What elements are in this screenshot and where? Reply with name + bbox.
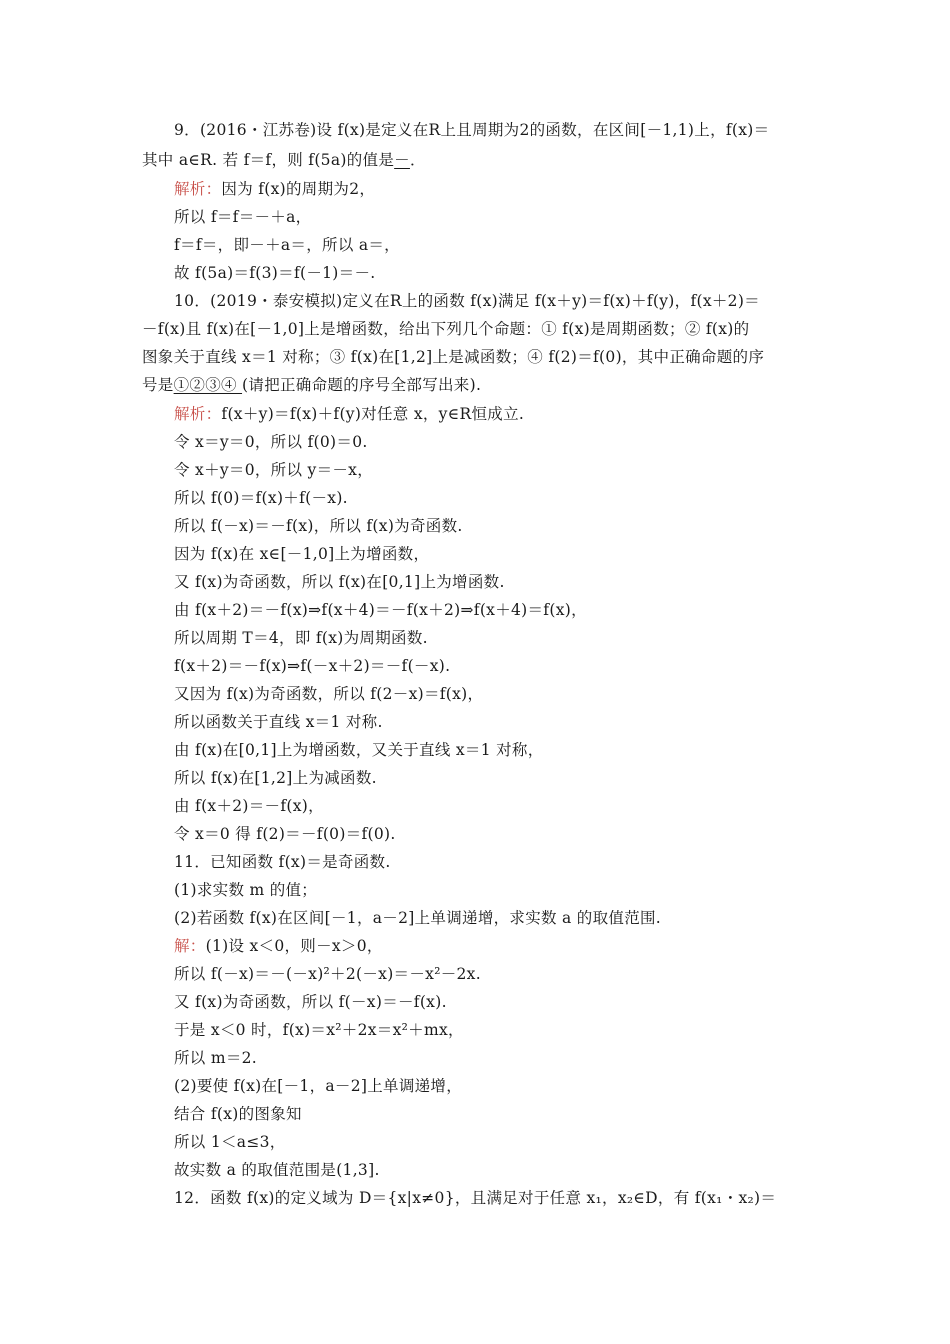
solution-line: 故实数 a 的取值范围是(1,3]. bbox=[174, 1161, 380, 1179]
solution-label: 解： bbox=[174, 937, 206, 955]
problem-9-stem-line-1: 9．(2016・江苏卷)设 f(x)是定义在R上且周期为2的函数，在区间[－1,1)上，f(x)＝ bbox=[174, 121, 770, 139]
problem-10-stem-line-1: 10．(2019・泰安模拟)定义在R上的函数 f(x)满足 f(x＋y)＝f(x)＋f(y)，f(x＋2)＝ bbox=[174, 292, 760, 310]
solution-line: f(x＋2)＝－f(x)⇒f(－x＋2)＝－f(－x). bbox=[174, 657, 451, 675]
problem-9-solution-line bbox=[174, 178, 375, 200]
solution-line: 所以 f(－x)＝－(－x)²＋2(－x)＝－x²－2x. bbox=[174, 965, 481, 983]
solution-line: 结合 f(x)的图象知 bbox=[174, 1105, 302, 1123]
problem-11-solution-line bbox=[174, 935, 383, 957]
solution-line: 所以 1＜a≤3， bbox=[174, 1133, 286, 1151]
solution-line: 所以 f＝f＝－＋a， bbox=[174, 208, 312, 226]
solution-label: 解析： bbox=[174, 180, 222, 198]
problem-10-solution-line bbox=[174, 403, 524, 425]
solution-label: 解析： bbox=[174, 405, 222, 423]
solution-line: f＝f＝，即－＋a＝，所以 a＝， bbox=[174, 236, 400, 254]
problem-10-answer-blank: ①②③④ bbox=[173, 376, 243, 394]
problem-9-answer-blank: － bbox=[394, 151, 410, 169]
problem-10-stem-text: 号是 bbox=[142, 376, 174, 394]
solution-line: 令 x＝0 得 f(2)＝－f(0)＝f(0). bbox=[174, 825, 396, 843]
solution-line: 令 x＋y＝0，所以 y＝－x， bbox=[174, 461, 374, 479]
solution-line: 又 f(x)为奇函数，所以 f(－x)＝－f(x). bbox=[174, 993, 447, 1011]
solution-text: 因为 f(x)的周期为2， bbox=[221, 180, 376, 198]
solution-line: 又因为 f(x)为奇函数，所以 f(2－x)＝f(x)， bbox=[174, 685, 484, 703]
problem-10-stem-line-2: －f(x)且 f(x)在[－1,0]上是增函数，给出下列几个命题：① f(x)是周期函数；② f(x)的 bbox=[142, 320, 750, 338]
solution-line: 由 f(x＋2)＝－f(x)⇒f(x＋4)＝－f(x＋2)⇒f(x＋4)＝f(x)， bbox=[174, 601, 587, 619]
solution-line: 所以 f(－x)＝－f(x)，所以 f(x)为奇函数. bbox=[174, 517, 463, 535]
solution-line: 所以函数关于直线 x＝1 对称. bbox=[174, 713, 383, 731]
problem-11-part-1: (1)求实数 m 的值； bbox=[174, 881, 318, 899]
problem-9-stem-text: 其中 a∈R. 若 f＝f，则 f(5a)的值是 bbox=[142, 151, 395, 169]
solution-line: 所以周期 T＝4，即 f(x)为周期函数. bbox=[174, 629, 428, 647]
solution-line: 由 f(x)在[0,1]上为增函数，又关于直线 x＝1 对称， bbox=[174, 741, 544, 759]
solution-line: 所以 m＝2. bbox=[174, 1049, 258, 1067]
problem-11-part-2: (2)若函数 f(x)在区间[－1，a－2]上单调递增，求实数 a 的取值范围. bbox=[174, 909, 662, 927]
solution-text: f(x＋y)＝f(x)＋f(y)对任意 x，y∈R恒成立. bbox=[221, 405, 525, 423]
solution-line: 于是 x＜0 时，f(x)＝x²＋2x＝x²＋mx， bbox=[174, 1021, 464, 1039]
problem-9-stem-end: ． bbox=[409, 151, 426, 169]
problem-12-stem-line-1: 12．函数 f(x)的定义域为 D＝{x|x≠0}，且满足对于任意 x₁，x₂∈D，有 f(x₁・x₂)＝ bbox=[174, 1189, 777, 1207]
problem-10-stem-end: (请把正确命题的序号全部写出来). bbox=[242, 376, 482, 394]
solution-line: 故 f(5a)＝f(3)＝f(－1)＝－. bbox=[174, 264, 376, 282]
solution-line: 由 f(x＋2)＝－f(x)， bbox=[174, 797, 324, 815]
problem-10-stem-line-3: 图象关于直线 x＝1 对称；③ f(x)在[1,2]上是减函数；④ f(2)＝f(0)，其中正确命题的序 bbox=[142, 348, 765, 366]
solution-text: (1)设 x＜0，则－x＞0， bbox=[205, 937, 383, 955]
solution-line: (2)要使 f(x)在[－1，a－2]上单调递增， bbox=[174, 1077, 463, 1095]
problem-11-stem-line-1: 11．已知函数 f(x)＝是奇函数. bbox=[174, 853, 391, 871]
problem-10-stem-line-4 bbox=[142, 374, 481, 396]
problem-9-stem-line-2 bbox=[142, 149, 426, 171]
solution-line: 令 x＝y＝0，所以 f(0)＝0. bbox=[174, 433, 368, 451]
solution-line: 所以 f(0)＝f(x)＋f(－x). bbox=[174, 489, 348, 507]
solution-line: 又 f(x)为奇函数，所以 f(x)在[0,1]上为增函数. bbox=[174, 573, 505, 591]
solution-line: 所以 f(x)在[1,2]上为减函数. bbox=[174, 769, 377, 787]
solution-line: 因为 f(x)在 x∈[－1,0]上为增函数， bbox=[174, 545, 430, 563]
